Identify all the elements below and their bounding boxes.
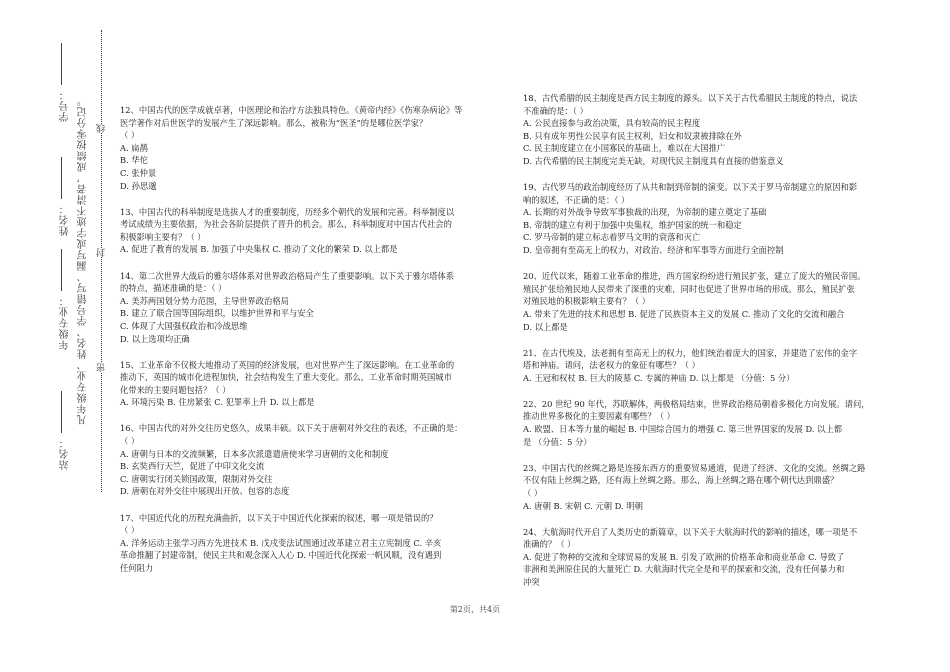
question-line: 14、第二次世界大战后的雅尔塔体系对世界政治格局产生了重要影响。以下关于雅尔塔体系 — [120, 270, 455, 281]
question-line: 化带来的主要问题包括？（ ） — [120, 384, 231, 395]
question-line: （ ） — [523, 487, 543, 498]
major-label: 年级专业： — [60, 295, 71, 350]
question — [120, 422, 482, 498]
question — [523, 526, 885, 589]
question-line: 革命推翻了封建帝制，使民主共和观念深入人心 D. 中国近代化探索一帆风顺，没有遇到 — [120, 550, 442, 561]
binding-notice: 凡年级专业、姓名、学号错写、漏写或字迹不清者，成绩按零分记。 — [78, 95, 89, 425]
question-line: 医学著作对后世医学的发展产生了深远影响。那么，被称为“医圣”的是哪位医学家？ — [120, 117, 428, 128]
question-line: 22、20 世纪 90 年代，苏联解体，两极格局结束，世界政治格局朝着多极化方向发展。请问， — [523, 398, 870, 409]
question-line: B. 只有成年男性公民享有民主权利，妇女和奴隶被排除在外 — [523, 130, 742, 141]
question-line: A. 王冠和权杖 B. 巨大的陵墓 C. 专属的神庙 D. 以上都是 （分值：5 分） — [523, 372, 795, 383]
student-id-blank[interactable] — [60, 43, 62, 85]
question — [120, 359, 482, 409]
question-line: 殖民扩张给殖民地人民带来了深重的灾难，同时也促进了世界市场的形成。那么，殖民扩张 — [523, 283, 855, 294]
seal-mark-line: 线 — [97, 124, 107, 133]
question — [523, 181, 885, 257]
seal-mark-seal: 封 — [97, 248, 107, 257]
question-line: 塔和神庙。请问，法老权力的象征有哪些？（ ） — [523, 360, 700, 371]
question-line: 19、古代罗马的政治制度经历了从共和制到帝制的演变。以下关于罗马帝制建立的原因和影 — [523, 182, 858, 193]
question-line: 15、工业革命不仅极大地推动了英国的经济发展，也对世界产生了深远影响。在工业革命的 — [120, 359, 455, 370]
question-line: 是 （分值：5 分） — [523, 436, 592, 447]
question-line: D. 以上选项均正确 — [120, 333, 190, 344]
name-label: 姓名： — [60, 203, 71, 236]
question-line: 的特点，描述准确的是：（ ） — [120, 283, 227, 294]
question-line: A. 美苏两国划分势力范围，主导世界政治格局 — [120, 295, 289, 306]
question-line: A. 唐朝 B. 宋朝 C. 元朝 D. 明朝 — [523, 500, 643, 511]
question-line: A. 促进了教育的发展 B. 加强了中央集权 C. 推动了文化的繁荣 D. 以上都是 — [120, 244, 398, 255]
question — [120, 206, 482, 256]
seal-mark-secret: 密 — [97, 363, 107, 372]
question-line: （ ） — [120, 525, 140, 536]
question-line: B. 帝制的建立有利于加强中央集权，维护国家的统一和稳定 — [523, 219, 742, 230]
name-field[interactable] — [60, 176, 72, 236]
question-line: C. 张仲景 — [120, 167, 157, 178]
question-line: D. 古代希腊的民主制度完美无缺，对现代民主制度具有直接的借鉴意义 — [523, 155, 784, 166]
question-line: A. 欧盟、日本等力量的崛起 B. 中国综合国力的增强 C. 第三世界国家的发展 D. 以上都 — [523, 424, 843, 435]
question-line: A. 扁鹊 — [120, 142, 148, 153]
question-line: A. 环境污染 B. 住房紧张 C. 犯罪率上升 D. 以上都是 — [120, 397, 315, 408]
question-line: A. 长期的对外战争导致军事独裁的出现，为帝制的建立奠定了基础 — [523, 207, 767, 218]
question-line: D. 以上都是 — [523, 321, 568, 332]
question-line: A. 公民直接参与政治决策，具有较高的民主程度 — [523, 118, 701, 129]
question-line: D. 孙思邈 — [120, 180, 157, 191]
question — [523, 270, 885, 333]
question-line: 考试成绩为主要依据，为社会各阶层提供了晋升的机会。那么，科举制度对中国古代社会的 — [120, 219, 452, 230]
question-line: 23、中国古代的丝绸之路是连接东西方的重要贸易通道，促进了经济、文化的交流。丝绸之路 — [523, 462, 866, 473]
question-line: B. 建立了联合国等国际组织，以维护世界和平与安全 — [120, 308, 314, 319]
left-column — [120, 104, 482, 588]
question-line: 16、中国古代的对外交往历史悠久，成果丰硕。以下关于唐朝对外交往的表述，不正确的是： — [120, 423, 463, 434]
question — [523, 347, 885, 385]
question-line: （ ） — [120, 436, 140, 447]
question — [120, 512, 482, 575]
question-line: B. 玄奘西行天竺，促进了中印文化交流 — [120, 461, 265, 472]
question-line: 不准确的是：（ ） — [523, 105, 588, 116]
question-line: 积极影响主要有？（ ） — [120, 231, 206, 242]
question-line: 不仅有陆上丝绸之路，还有海上丝绸之路。那么，海上丝绸之路在哪个朝代达到鼎盛？ — [523, 475, 839, 486]
question-line: C. 唐朝实行闭关锁国政策，限制对外交往 — [120, 473, 273, 484]
right-column — [523, 92, 885, 602]
question — [120, 270, 482, 346]
seal-dotted-line — [101, 30, 102, 492]
question-line: 推动世界多极化的主要因素有哪些？（ ） — [523, 411, 675, 422]
student-id-label: 学号： — [60, 89, 71, 122]
question-line: 13、中国古代的科举制度是选拔人才的重要制度，历经多个朝代的发展和完善。科举制度以 — [120, 206, 455, 217]
question-line: 响的叙述，不正确的是：（ ） — [523, 194, 630, 205]
question — [523, 398, 885, 448]
question — [523, 92, 885, 168]
question-line: C. 罗马帝制的建立标志着罗马文明的衰落和灭亡 — [523, 232, 701, 243]
question-line: A. 促进了物种的交流和全球贸易的发展 B. 引发了欧洲的价格革命和商业革命 C. 导致了 — [523, 551, 845, 562]
question-line: 任何阻力 — [120, 562, 154, 573]
question-line: A. 洋务运动主张学习西方先进技术 B. 戊戌变法试图通过改革建立君主立宪制度 C. 辛亥 — [120, 537, 442, 548]
major-blank[interactable] — [60, 249, 62, 291]
question-line: 准确的？（ ） — [523, 539, 576, 550]
page-number: 第2页，共4页 — [449, 605, 501, 614]
student-id-field[interactable] — [60, 40, 72, 122]
question-line: 推动下，英国的城市化进程加快，社会结构发生了重大变化。那么，工业革命时期英国城市 — [120, 372, 452, 383]
question-line: 冲突 — [523, 577, 540, 587]
major-field[interactable] — [60, 290, 72, 350]
question-line: A. 带来了先进的技术和思想 B. 促进了民族资本主义的发展 C. 推动了文化的交流和融合 — [523, 308, 845, 319]
question-line: 对殖民地的积极影响主要有？（ ） — [523, 296, 651, 307]
question-line: 18、古代希腊的民主制度是西方民主制度的源头。以下关于古代希腊民主制度的特点，说法 — [523, 93, 858, 103]
question-line: B. 华佗 — [120, 155, 148, 166]
question-line: A. 唐朝与日本的交流频繁，日本多次派遣遣唐使来学习唐朝的文化和制度 — [120, 448, 389, 459]
station-label: 站名： — [60, 437, 71, 470]
question-line: 12、中国古代的医学成就卓著，中医理论和治疗方法独具特色。《黄帝内经》《伤寒杂病论》等 — [120, 105, 463, 115]
question-line: 24、大航海时代开启了人类历史的新篇章，以下关于大航海时代的影响的描述，哪一项是不 — [523, 526, 858, 537]
station-blank[interactable] — [60, 391, 62, 433]
question-line: 21、在古代埃及，法老拥有至高无上的权力，他们统治着庞大的国家，并建造了宏伟的金字 — [523, 347, 858, 358]
question-line: 17、中国近代化的历程充满曲折，以下关于中国近代化探索的叙述，哪一项是错误的？ — [120, 512, 438, 523]
question-line: 20、近代以来，随着工业革命的推进，西方国家纷纷进行殖民扩张，建立了庞大的殖民帝国。 — [523, 271, 866, 282]
question-line: D. 皇帝拥有至高无上的权力，对政治、经济和军事等方面进行全面控制 — [523, 245, 784, 256]
station-field[interactable] — [60, 410, 72, 470]
question-line: D. 唐朝在对外交往中展现出开放、包容的态度 — [120, 486, 290, 497]
question — [523, 462, 885, 512]
question-line: C. 体现了大国强权政治和冷战思维 — [120, 320, 248, 331]
name-blank[interactable] — [60, 157, 62, 199]
question — [120, 104, 482, 192]
question-line: 非洲和美洲原住民的大量死亡 D. 大航海时代完全是和平的探索和交流，没有任何暴力和 — [523, 564, 845, 575]
question-line: （ ） — [120, 130, 140, 141]
question-line: C. 民主制度建立在小国寡民的基础上，难以在大国推广 — [523, 143, 726, 154]
